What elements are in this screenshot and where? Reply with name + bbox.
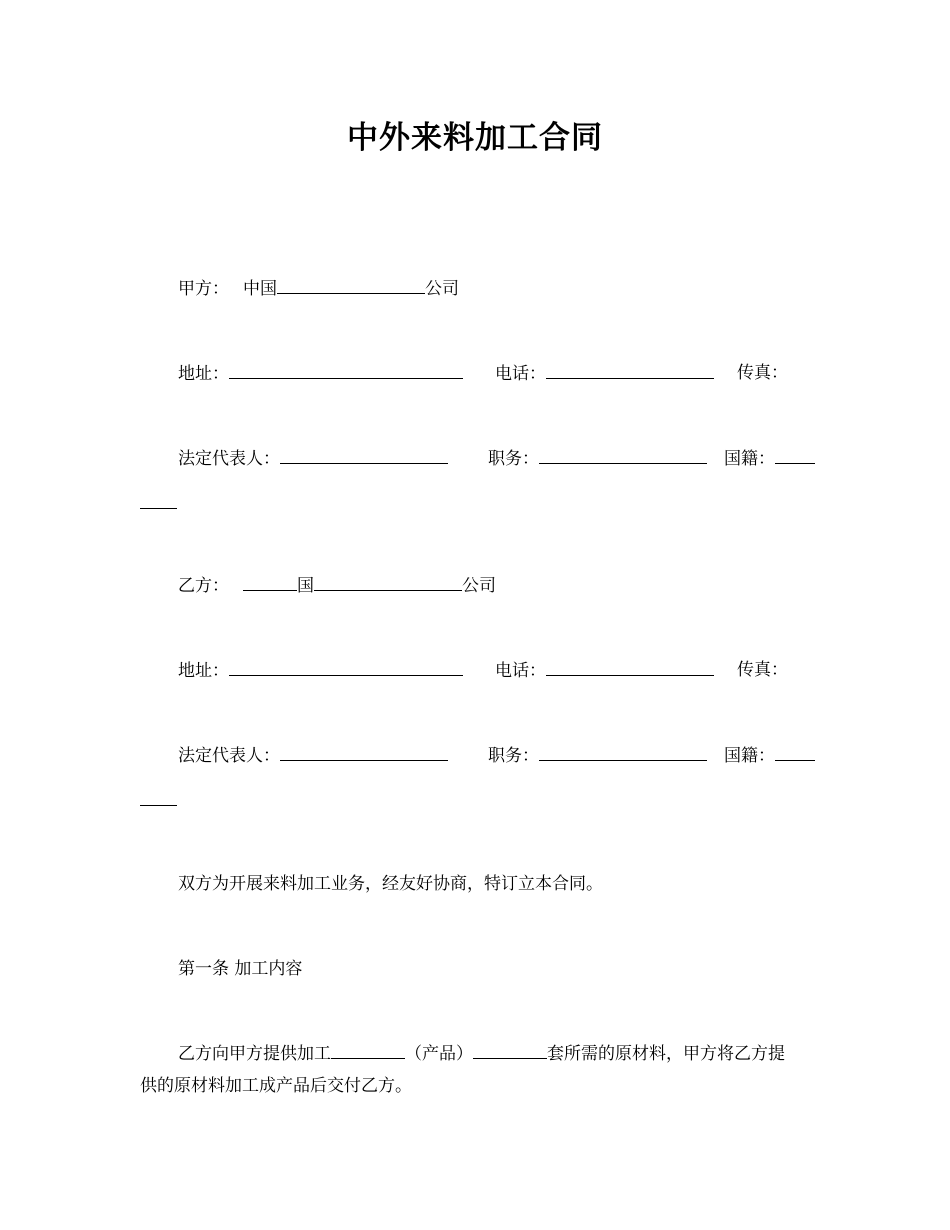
party-a-position-blank[interactable] [539,446,707,464]
article-1-paragraph [140,1041,816,1099]
party-a-nationality-label: 国籍： [724,449,775,469]
party-a-position [488,446,707,471]
party-b-address-blank[interactable] [229,658,463,676]
party-a-company-blank[interactable] [277,276,425,294]
party-b-rep [178,743,448,768]
article-1-heading: 第一条 加工内容 [178,959,303,979]
party-b-label: 乙方： [178,576,229,596]
party-b-line [178,573,496,597]
party-b-address [178,658,463,683]
party-a-address-blank[interactable] [229,361,463,379]
party-b-rep-label: 法定代表人： [178,746,280,766]
party-a-rep [178,446,448,471]
party-b-company-blank[interactable] [314,573,462,591]
party-a-company-suffix: 公司 [425,279,459,299]
party-b-nationality-blank[interactable] [775,743,815,761]
article-1-text-c: 套所需的原材料，甲方将乙方提 [547,1044,785,1064]
party-b-country-blank[interactable] [243,573,297,591]
party-a-line [178,276,459,300]
party-b-position-blank[interactable] [539,743,707,761]
party-b-nationality [724,743,815,768]
party-b-position-label: 职务： [488,746,539,766]
party-a-phone-label: 电话： [495,364,546,384]
party-b-phone-label: 电话： [495,661,546,681]
party-b-position [488,743,707,768]
party-b-country-suffix: 国 [297,576,314,596]
party-b-phone [495,658,714,683]
document-title: 中外来料加工合同 [347,120,603,156]
party-a-label: 甲方： [178,279,229,299]
party-a-nationality-blank-continued [140,507,177,509]
party-a-fax-label: 传真： [737,363,788,383]
quantity-blank[interactable] [473,1041,547,1059]
article-1-text-b: （产品） [405,1044,473,1064]
party-a-phone [495,361,714,386]
article-1-line-2: 供的原材料加工成产品后交付乙方。 [140,1076,412,1096]
party-b-phone-blank[interactable] [546,658,714,676]
preamble: 双方为开展来料加工业务，经友好协商，特订立本合同。 [178,874,603,894]
party-b-address-label: 地址： [178,661,229,681]
party-a-address-label: 地址： [178,364,229,384]
article-1-line-1 [140,1041,816,1067]
party-a-position-label: 职务： [488,449,539,469]
party-a-rep-label: 法定代表人： [178,449,280,469]
party-a-phone-blank[interactable] [546,361,714,379]
product-blank[interactable] [331,1041,405,1059]
party-b-nationality-blank-continued [140,804,177,806]
party-a-fax [737,361,788,385]
party-a-rep-blank[interactable] [280,446,448,464]
article-1-text-a: 乙方向甲方提供加工 [178,1044,331,1064]
party-b-fax-label: 传真： [737,660,788,680]
party-a-nationality-blank[interactable] [775,446,815,464]
party-a-address [178,361,463,386]
party-a-country: 中国 [243,279,277,299]
party-b-nationality-label: 国籍： [724,746,775,766]
party-b-company-suffix: 公司 [462,576,496,596]
party-b-fax [737,658,788,682]
party-b-rep-blank[interactable] [280,743,448,761]
party-a-nationality [724,446,815,471]
